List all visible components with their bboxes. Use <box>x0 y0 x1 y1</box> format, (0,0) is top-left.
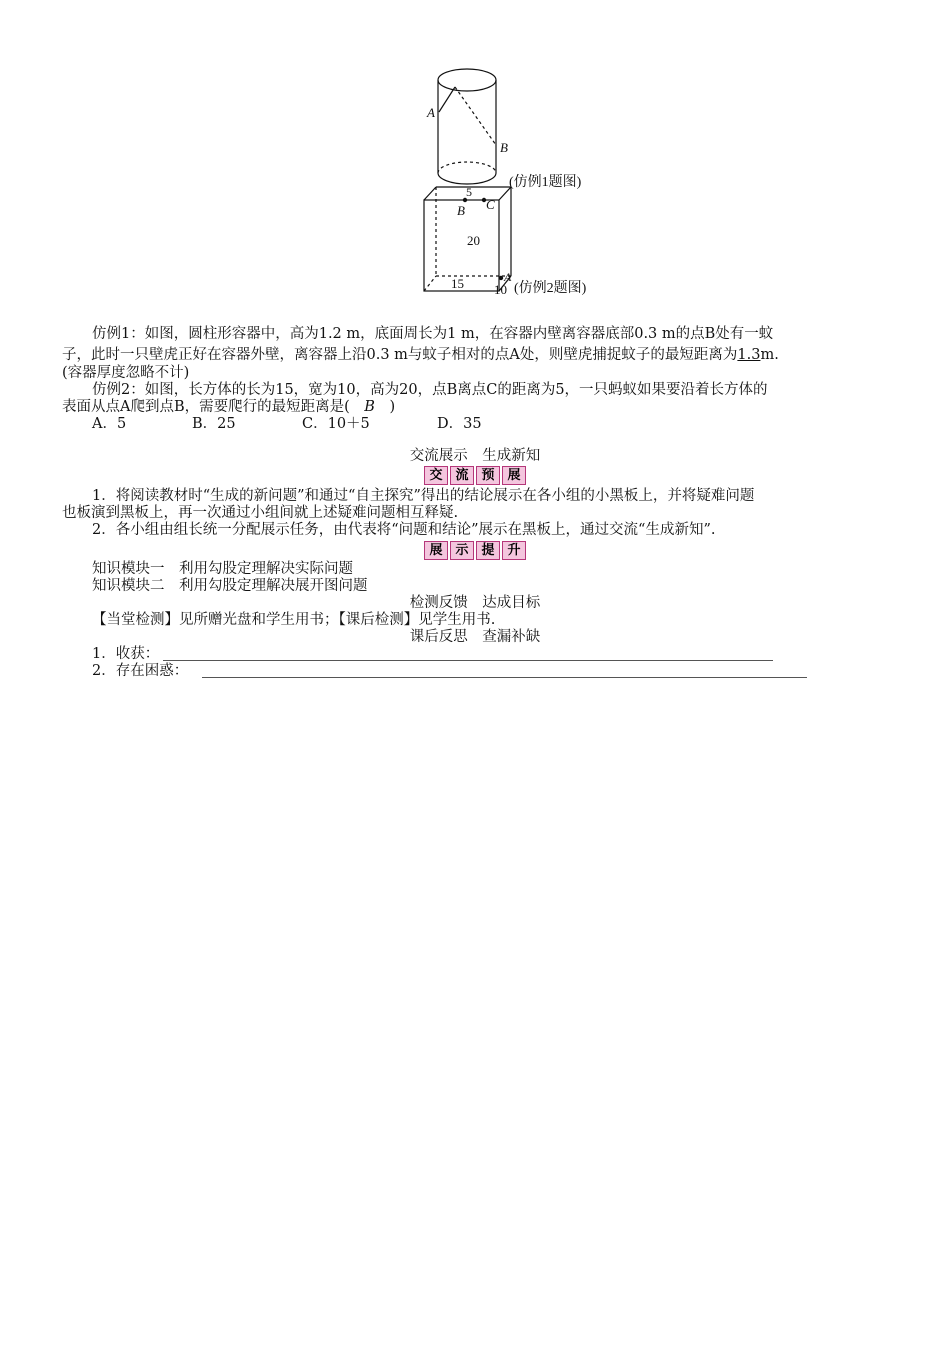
reflect-gains-blank[interactable] <box>163 660 773 661</box>
example1-line1: 仿例1：如图，圆柱形容器中，高为1.2 m，底面周长为1 m，在容器内壁离容器底部0.3 m的点B处有一蚊 <box>92 326 774 342</box>
badge-char: 示 <box>450 541 474 560</box>
para1-line2: 也板演到黑板上，再一次通过小组间就上述疑难问题相互释疑. <box>62 505 459 521</box>
section-title-feedback: 检测反馈 达成目标 <box>409 595 541 611</box>
box-label-b: B <box>457 203 465 218</box>
box-label-20: 20 <box>467 233 480 248</box>
geometry-figures <box>0 0 950 310</box>
badge-char: 预 <box>476 466 500 485</box>
knowledge-module-2: 知识模块二 利用勾股定理解决展开图问题 <box>92 578 368 594</box>
box-label-15: 15 <box>451 276 464 291</box>
example1-line2 <box>62 346 779 364</box>
example1-line2-suffix: m. <box>760 347 779 363</box>
badge-show-improve <box>0 541 950 560</box>
example2-option-d: D．35 <box>437 416 482 432</box>
cylinder-caption: (仿例1题图) <box>509 175 582 190</box>
cylinder-figure <box>438 69 496 184</box>
knowledge-module-1: 知识模块一 利用勾股定理解决实际问题 <box>92 561 353 577</box>
box-point-a <box>499 276 503 280</box>
example2-option-a: A．5 <box>92 416 127 432</box>
example1-line3: (容器厚度忽略不计) <box>62 365 190 381</box>
section-title-exchange: 交流展示 生成新知 <box>409 448 541 464</box>
example2-line2-suffix: ) <box>374 399 396 415</box>
badge-char: 交 <box>424 466 448 485</box>
badge-char: 升 <box>502 541 526 560</box>
badge-char: 流 <box>450 466 474 485</box>
example2-line2-prefix: 表面从点A爬到点B，需要爬行的最短距离是( <box>62 399 365 415</box>
box-label-10: 10 <box>494 282 507 297</box>
section-title-reflection: 课后反思 查漏补缺 <box>409 629 541 645</box>
reflect-gains-label: 1．收获： <box>92 646 160 662</box>
box-label-a: A <box>504 270 512 284</box>
example2-option-c: C．10＋5 <box>302 416 370 432</box>
badge-char: 展 <box>502 466 526 485</box>
check-line: 【当堂检测】见所赠光盘和学生用书；【课后检测】见学生用书. <box>92 612 496 628</box>
example2-line1: 仿例2：如图，长方体的长为15，宽为10，高为20，点B离点C的距离为5，一只蚂蚁如果要沿着长方体的 <box>92 382 768 398</box>
example2-line2 <box>62 398 395 416</box>
para1-line1: 1．将阅读教材时“生成的新问题”和通过“自主探究”得出的结论展示在各小组的小黑板上，并将疑难问题 <box>92 488 755 504</box>
example2-option-b: B．25 <box>192 416 236 432</box>
reflect-doubts-label: 2．存在困惑： <box>92 663 189 679</box>
box-label-5: 5 <box>466 185 472 199</box>
example1-line2-prefix: 子，此时一只壁虎正好在容器外壁，离容器上沿0.3 m与蚊子相对的点A处，则壁虎捕捉蚊子的最短距离为 <box>62 347 738 363</box>
cylinder-label-b: B <box>500 140 508 155</box>
reflect-doubts-blank[interactable] <box>202 677 807 678</box>
badge-char: 展 <box>424 541 448 560</box>
example2-answer: B <box>364 399 375 415</box>
badge-char: 提 <box>476 541 500 560</box>
cylinder-label-a: A <box>427 105 435 120</box>
box-caption: (仿例2题图) <box>514 281 587 296</box>
example1-answer: 1.3 <box>737 347 761 363</box>
badge-exchange-preview <box>0 466 950 485</box>
box-label-c: C <box>486 197 495 212</box>
para2: 2．各小组由组长统一分配展示任务，由代表将“问题和结论”展示在黑板上，通过交流“生成新知”. <box>92 522 716 538</box>
